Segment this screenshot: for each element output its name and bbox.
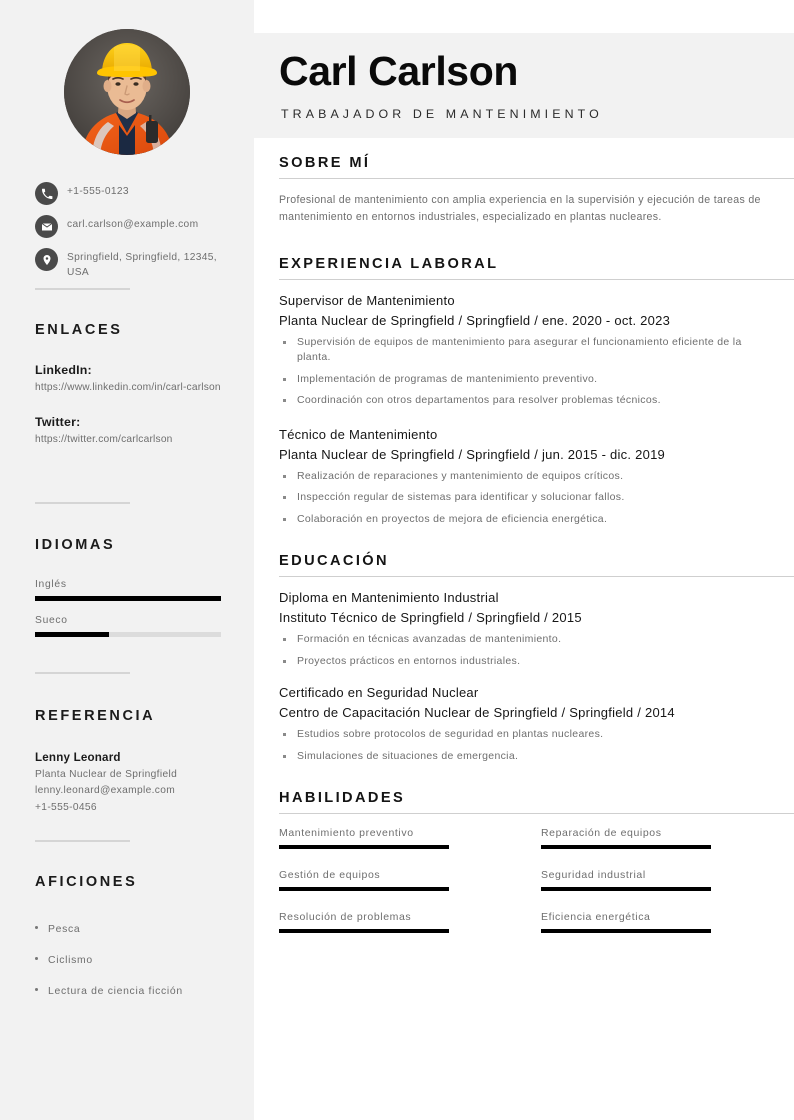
skill-level-fill (541, 845, 711, 849)
reference-email[interactable]: lenny.leonard@example.com (35, 785, 176, 797)
divider (35, 840, 130, 842)
list-item (279, 632, 794, 648)
entry-bullet: Realización de reparaciones y mantenimiento de equipos críticos. (297, 469, 624, 482)
entry-bullet: Inspección regular de sistemas para identificar y solucionar fallos. (297, 491, 625, 504)
entry-bullet: Simulaciones de situaciones de emergencia. (297, 749, 519, 762)
entry-bullet: Supervisión de equipos de mantenimiento para asegurar el funcionamiento eficiente de la planta. (297, 335, 742, 364)
skill-item (541, 911, 773, 933)
skill-level-bar (541, 845, 711, 849)
list-item (35, 955, 221, 966)
list-item (279, 490, 794, 506)
header-banner (254, 33, 794, 138)
linkedin-url[interactable]: https://www.linkedin.com/in/carl-carlson (35, 382, 221, 393)
skill-level-fill (279, 929, 449, 933)
entry-bullet: Colaboración en proyectos de mejora de eficiencia energética. (297, 512, 608, 525)
bullet-square-icon (283, 518, 286, 521)
bullet-dot-icon (35, 957, 38, 960)
divider (35, 502, 130, 504)
about-section (279, 155, 794, 226)
skill-level-bar (541, 929, 711, 933)
twitter-label: Twitter: (35, 415, 81, 429)
entry-role: Certificado en Seguridad Nuclear (279, 685, 479, 701)
skill-label: Seguridad industrial (541, 869, 646, 882)
list-item (279, 335, 794, 366)
list-item (279, 372, 794, 388)
contact-item-phone[interactable] (35, 182, 235, 205)
entry-bullet: Formación en técnicas avanzadas de mantenimiento. (297, 633, 562, 646)
reference-heading: REFERENCIA (35, 708, 156, 724)
entry-role: Supervisor de Mantenimiento (279, 292, 455, 308)
profile-photo-graphic (64, 29, 190, 155)
skill-level-fill (279, 887, 449, 891)
link-item-linkedin[interactable] (35, 363, 221, 395)
entry-role: Diploma en Mantenimiento Industrial (279, 590, 499, 606)
language-level-fill (35, 632, 109, 637)
hobbies-section (35, 874, 221, 1017)
language-level-fill (35, 596, 221, 601)
divider-links (35, 288, 221, 290)
language-item (35, 615, 221, 637)
hobby-label: Ciclismo (48, 955, 93, 966)
skill-item (279, 869, 511, 891)
experience-heading: EXPERIENCIA LABORAL (279, 255, 499, 272)
about-text: Profesional de mantenimiento con amplia experiencia en la supervisión y ejecución de tareas de mantenimiento en entornos industriales, especializado en plantas nucleares. (279, 194, 761, 223)
twitter-url[interactable]: https://twitter.com/carlcarlson (35, 434, 173, 445)
section-rule (279, 813, 794, 814)
contact-list (35, 182, 235, 290)
reference-phone[interactable]: +1-555-0456 (35, 801, 97, 813)
contact-item-address[interactable] (35, 248, 235, 280)
reference-name: Lenny Leonard (35, 751, 121, 764)
list-item (35, 924, 221, 935)
phone-icon (35, 182, 58, 205)
languages-section (35, 537, 221, 651)
about-heading: SOBRE MÍ (279, 155, 371, 171)
hobby-label: Lectura de ciencia ficción (48, 986, 183, 997)
list-item (279, 469, 794, 485)
entry-role: Técnico de Mantenimiento (279, 426, 438, 442)
section-rule (279, 178, 794, 179)
skill-level-fill (541, 929, 711, 933)
entry-meta: Planta Nuclear de Springfield / Springfield / jun. 2015 - dic. 2019 (279, 446, 666, 462)
skill-level-bar (279, 845, 449, 849)
experience-section (279, 256, 794, 528)
contact-item-email[interactable] (35, 215, 235, 238)
address-value: Springfield, Springfield, 12345, USA (67, 252, 217, 278)
avatar (64, 29, 190, 155)
divider-reference (35, 672, 221, 674)
languages-heading: IDIOMAS (35, 537, 116, 553)
envelope-icon (35, 215, 58, 238)
skills-heading: HABILIDADES (279, 790, 406, 807)
skill-item (541, 869, 773, 891)
education-section (279, 553, 794, 764)
skill-item (279, 827, 511, 849)
list-item (279, 654, 794, 670)
divider (35, 288, 130, 290)
map-pin-icon (35, 248, 58, 271)
entry-bullet: Coordinación con otros departamentos para resolver problemas técnicos. (297, 394, 661, 407)
hobbies-heading: AFICIONES (35, 874, 138, 890)
section-rule (279, 279, 794, 280)
skill-label: Mantenimiento preventivo (279, 827, 414, 840)
entry-meta: Instituto Técnico de Springfield / Springfield / 2015 (279, 610, 582, 626)
language-level-bar (35, 632, 221, 637)
skill-item (279, 911, 511, 933)
phone-value: +1-555-0123 (67, 186, 129, 197)
skill-label: Eficiencia energética (541, 911, 651, 924)
page-title: Carl Carlson (279, 48, 518, 94)
education-heading: EDUCACIÓN (279, 553, 389, 570)
bullet-square-icon (283, 496, 286, 499)
linkedin-label: LinkedIn: (35, 363, 92, 377)
language-level-bar (35, 596, 221, 601)
language-name: Sueco (35, 615, 68, 626)
profile-photo (64, 29, 190, 155)
bullet-square-icon (283, 733, 286, 736)
skill-label: Resolución de problemas (279, 911, 412, 924)
skill-level-bar (279, 929, 449, 933)
bullet-square-icon (283, 399, 286, 402)
list-item (279, 727, 794, 743)
skill-level-fill (279, 845, 449, 849)
bullet-square-icon (283, 638, 286, 641)
skill-label: Gestión de equipos (279, 869, 381, 882)
job-title: TRABAJADOR DE MANTENIMIENTO (281, 107, 603, 121)
divider (35, 672, 130, 674)
education-entry (279, 590, 794, 669)
bullet-square-icon (283, 660, 286, 663)
skill-level-bar (279, 887, 449, 891)
skill-level-fill (541, 887, 711, 891)
entry-meta: Planta Nuclear de Springfield / Springfield / ene. 2020 - oct. 2023 (279, 312, 671, 328)
bullet-dot-icon (35, 988, 38, 991)
links-heading: ENLACES (35, 322, 123, 338)
email-value: carl.carlson@example.com (67, 219, 199, 230)
education-entry (279, 685, 794, 764)
skill-level-bar (541, 887, 711, 891)
language-name: Inglés (35, 579, 67, 590)
bullet-square-icon (283, 341, 286, 344)
skills-grid (279, 827, 794, 953)
bullet-square-icon (283, 378, 286, 381)
main-content (279, 155, 794, 953)
bullet-square-icon (283, 755, 286, 758)
links-section (35, 322, 221, 447)
list-item (279, 393, 794, 409)
entry-bullet: Implementación de programas de mantenimiento preventivo. (297, 372, 598, 385)
skill-label: Reparación de equipos (541, 827, 662, 840)
bullet-square-icon (283, 475, 286, 478)
entry-bullet: Estudios sobre protocolos de seguridad en plantas nucleares. (297, 728, 604, 741)
entry-bullet: Proyectos prácticos en entornos industriales. (297, 654, 521, 667)
skill-item (541, 827, 773, 849)
sidebar (0, 0, 254, 1120)
language-item (35, 579, 221, 601)
list-item (279, 512, 794, 528)
experience-entry (279, 293, 794, 409)
divider-hobbies (35, 840, 221, 842)
experience-entry (279, 427, 794, 528)
link-item-twitter[interactable] (35, 415, 221, 447)
hobby-label: Pesca (48, 924, 81, 935)
reference-company: Planta Nuclear de Springfield (35, 769, 178, 780)
reference-section (35, 708, 221, 816)
section-rule (279, 576, 794, 577)
bullet-dot-icon (35, 926, 38, 929)
skills-section (279, 790, 794, 953)
entry-meta: Centro de Capacitación Nuclear de Springfield / Springfield / 2014 (279, 705, 675, 721)
divider-languages (35, 502, 221, 504)
list-item (279, 749, 794, 765)
list-item (35, 986, 221, 997)
